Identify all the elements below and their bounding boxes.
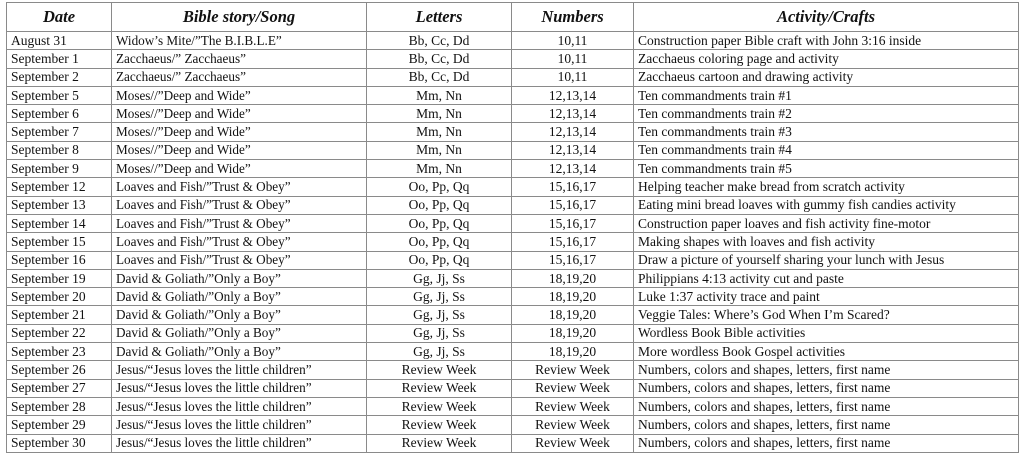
table-row	[7, 50, 1019, 68]
cell-letters: Mm, Nn	[367, 86, 512, 104]
cell-date: September 19	[7, 269, 112, 287]
cell-date: September 12	[7, 178, 112, 196]
cell-date: September 9	[7, 160, 112, 178]
cell-numbers: 12,13,14	[512, 86, 634, 104]
cell-bible-story-song: David & Goliath/”Only a Boy”	[112, 306, 367, 324]
cell-bible-story-song: Moses//”Deep and Wide”	[112, 105, 367, 123]
header-date: Date	[7, 3, 112, 32]
cell-letters: Mm, Nn	[367, 123, 512, 141]
cell-date: September 6	[7, 105, 112, 123]
cell-date: September 28	[7, 397, 112, 415]
table-row	[7, 196, 1019, 214]
cell-date: September 15	[7, 233, 112, 251]
cell-activity-crafts: Zacchaeus coloring page and activity	[634, 50, 1019, 68]
table-row	[7, 434, 1019, 452]
header-numbers: Numbers	[512, 3, 634, 32]
cell-numbers: 15,16,17	[512, 196, 634, 214]
cell-activity-crafts: Numbers, colors and shapes, letters, first name	[634, 416, 1019, 434]
cell-activity-crafts: Philippians 4:13 activity cut and paste	[634, 269, 1019, 287]
table-row	[7, 178, 1019, 196]
cell-letters: Gg, Jj, Ss	[367, 288, 512, 306]
table-row	[7, 343, 1019, 361]
cell-numbers: 12,13,14	[512, 105, 634, 123]
cell-activity-crafts: Numbers, colors and shapes, letters, first name	[634, 361, 1019, 379]
cell-bible-story-song: Loaves and Fish/”Trust & Obey”	[112, 251, 367, 269]
table-row	[7, 361, 1019, 379]
cell-numbers: 12,13,14	[512, 160, 634, 178]
cell-letters: Gg, Jj, Ss	[367, 343, 512, 361]
cell-date: September 26	[7, 361, 112, 379]
table-row	[7, 160, 1019, 178]
cell-bible-story-song: Moses//”Deep and Wide”	[112, 123, 367, 141]
cell-date: September 1	[7, 50, 112, 68]
cell-activity-crafts: Making shapes with loaves and fish activity	[634, 233, 1019, 251]
cell-bible-story-song: Jesus/“Jesus loves the little children”	[112, 397, 367, 415]
table-row	[7, 324, 1019, 342]
cell-letters: Bb, Cc, Dd	[367, 68, 512, 86]
cell-bible-story-song: Zacchaeus/” Zacchaeus”	[112, 68, 367, 86]
header-letters: Letters	[367, 3, 512, 32]
cell-bible-story-song: Jesus/“Jesus loves the little children”	[112, 379, 367, 397]
cell-letters: Review Week	[367, 434, 512, 452]
cell-activity-crafts: Eating mini bread loaves with gummy fish candies activity	[634, 196, 1019, 214]
cell-date: September 30	[7, 434, 112, 452]
cell-activity-crafts: Numbers, colors and shapes, letters, first name	[634, 434, 1019, 452]
cell-letters: Review Week	[367, 379, 512, 397]
table-row	[7, 379, 1019, 397]
cell-activity-crafts: Veggie Tales: Where’s God When I’m Scared?	[634, 306, 1019, 324]
lesson-schedule-table	[6, 2, 1019, 453]
table-body	[7, 32, 1019, 453]
cell-date: September 7	[7, 123, 112, 141]
cell-letters: Review Week	[367, 397, 512, 415]
cell-bible-story-song: Moses//”Deep and Wide”	[112, 86, 367, 104]
cell-numbers: Review Week	[512, 397, 634, 415]
cell-numbers: 18,19,20	[512, 343, 634, 361]
cell-date: September 13	[7, 196, 112, 214]
cell-bible-story-song: Loaves and Fish/”Trust & Obey”	[112, 214, 367, 232]
cell-numbers: 12,13,14	[512, 123, 634, 141]
cell-bible-story-song: Moses//”Deep and Wide”	[112, 141, 367, 159]
table-row	[7, 123, 1019, 141]
cell-numbers: Review Week	[512, 379, 634, 397]
cell-bible-story-song: David & Goliath/”Only a Boy”	[112, 269, 367, 287]
cell-letters: Gg, Jj, Ss	[367, 306, 512, 324]
cell-letters: Oo, Pp, Qq	[367, 178, 512, 196]
cell-letters: Oo, Pp, Qq	[367, 233, 512, 251]
table-row	[7, 306, 1019, 324]
table-row	[7, 32, 1019, 50]
cell-letters: Gg, Jj, Ss	[367, 324, 512, 342]
cell-date: September 5	[7, 86, 112, 104]
table-row	[7, 86, 1019, 104]
cell-numbers: 18,19,20	[512, 324, 634, 342]
cell-date: September 16	[7, 251, 112, 269]
cell-numbers: 18,19,20	[512, 269, 634, 287]
cell-letters: Bb, Cc, Dd	[367, 32, 512, 50]
cell-numbers: 15,16,17	[512, 178, 634, 196]
cell-letters: Review Week	[367, 416, 512, 434]
cell-letters: Oo, Pp, Qq	[367, 251, 512, 269]
table-header	[7, 3, 1019, 32]
cell-letters: Mm, Nn	[367, 141, 512, 159]
table-row	[7, 397, 1019, 415]
cell-numbers: 10,11	[512, 32, 634, 50]
table-row	[7, 416, 1019, 434]
cell-numbers: 15,16,17	[512, 251, 634, 269]
cell-numbers: Review Week	[512, 416, 634, 434]
header-activity-crafts: Activity/Crafts	[634, 3, 1019, 32]
cell-bible-story-song: Jesus/“Jesus loves the little children”	[112, 434, 367, 452]
cell-activity-crafts: Ten commandments train #5	[634, 160, 1019, 178]
header-row	[7, 3, 1019, 32]
cell-bible-story-song: Jesus/“Jesus loves the little children”	[112, 361, 367, 379]
cell-activity-crafts: Draw a picture of yourself sharing your lunch with Jesus	[634, 251, 1019, 269]
table-row	[7, 214, 1019, 232]
cell-letters: Bb, Cc, Dd	[367, 50, 512, 68]
cell-bible-story-song: Loaves and Fish/”Trust & Obey”	[112, 196, 367, 214]
cell-numbers: 18,19,20	[512, 306, 634, 324]
cell-activity-crafts: Construction paper loaves and fish activity fine-motor	[634, 214, 1019, 232]
table-row	[7, 233, 1019, 251]
cell-numbers: Review Week	[512, 361, 634, 379]
cell-bible-story-song: Widow’s Mite/”The B.I.B.L.E”	[112, 32, 367, 50]
cell-letters: Mm, Nn	[367, 105, 512, 123]
cell-activity-crafts: Ten commandments train #3	[634, 123, 1019, 141]
cell-activity-crafts: Numbers, colors and shapes, letters, first name	[634, 379, 1019, 397]
cell-numbers: 15,16,17	[512, 233, 634, 251]
cell-activity-crafts: Zacchaeus cartoon and drawing activity	[634, 68, 1019, 86]
table-row	[7, 251, 1019, 269]
cell-numbers: 12,13,14	[512, 141, 634, 159]
table-row	[7, 141, 1019, 159]
cell-bible-story-song: David & Goliath/”Only a Boy”	[112, 288, 367, 306]
cell-activity-crafts: Ten commandments train #1	[634, 86, 1019, 104]
cell-activity-crafts: More wordless Book Gospel activities	[634, 343, 1019, 361]
cell-activity-crafts: Construction paper Bible craft with John 3:16 inside	[634, 32, 1019, 50]
cell-activity-crafts: Helping teacher make bread from scratch activity	[634, 178, 1019, 196]
cell-date: September 2	[7, 68, 112, 86]
table-row	[7, 269, 1019, 287]
cell-activity-crafts: Numbers, colors and shapes, letters, first name	[634, 397, 1019, 415]
cell-date: September 27	[7, 379, 112, 397]
cell-letters: Oo, Pp, Qq	[367, 214, 512, 232]
header-bible-story-song: Bible story/Song	[112, 3, 367, 32]
cell-activity-crafts: Luke 1:37 activity trace and paint	[634, 288, 1019, 306]
cell-date: September 20	[7, 288, 112, 306]
cell-bible-story-song: David & Goliath/”Only a Boy”	[112, 343, 367, 361]
cell-date: September 29	[7, 416, 112, 434]
cell-bible-story-song: Moses//”Deep and Wide”	[112, 160, 367, 178]
table-row	[7, 68, 1019, 86]
cell-date: September 22	[7, 324, 112, 342]
cell-bible-story-song: Jesus/“Jesus loves the little children”	[112, 416, 367, 434]
table-row	[7, 105, 1019, 123]
table-row	[7, 288, 1019, 306]
cell-date: September 14	[7, 214, 112, 232]
cell-activity-crafts: Ten commandments train #4	[634, 141, 1019, 159]
cell-numbers: Review Week	[512, 434, 634, 452]
cell-bible-story-song: Loaves and Fish/”Trust & Obey”	[112, 233, 367, 251]
cell-date: September 8	[7, 141, 112, 159]
cell-date: August 31	[7, 32, 112, 50]
cell-bible-story-song: Zacchaeus/” Zacchaeus”	[112, 50, 367, 68]
cell-date: September 23	[7, 343, 112, 361]
cell-numbers: 10,11	[512, 50, 634, 68]
cell-activity-crafts: Wordless Book Bible activities	[634, 324, 1019, 342]
cell-letters: Review Week	[367, 361, 512, 379]
cell-bible-story-song: Loaves and Fish/”Trust & Obey”	[112, 178, 367, 196]
cell-numbers: 10,11	[512, 68, 634, 86]
cell-bible-story-song: David & Goliath/”Only a Boy”	[112, 324, 367, 342]
cell-letters: Gg, Jj, Ss	[367, 269, 512, 287]
cell-numbers: 18,19,20	[512, 288, 634, 306]
cell-letters: Oo, Pp, Qq	[367, 196, 512, 214]
cell-date: September 21	[7, 306, 112, 324]
cell-numbers: 15,16,17	[512, 214, 634, 232]
cell-activity-crafts: Ten commandments train #2	[634, 105, 1019, 123]
cell-letters: Mm, Nn	[367, 160, 512, 178]
